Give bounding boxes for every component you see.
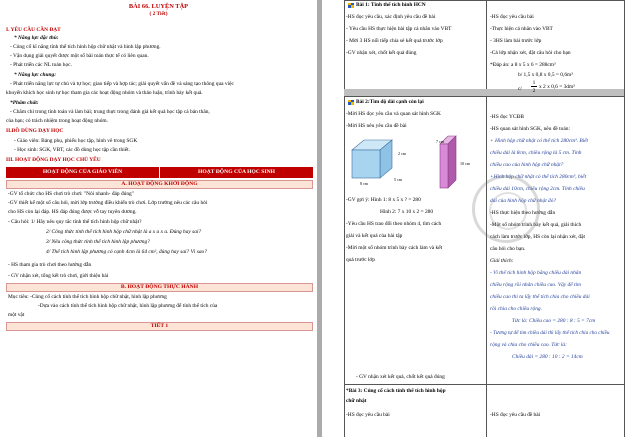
- cuboid-figure-1: [352, 140, 392, 178]
- text-line: Giải thích:: [490, 258, 514, 264]
- text-line: -Dựa vào cách tính thể tích hình hộp chữ nhật, hình lập phương để tính thể tích của: [38, 303, 218, 309]
- text-line: +Hình hộp chữ nhật có thể tích 280cm³, biết: [490, 174, 587, 180]
- bar-session: [6, 322, 313, 331]
- text-line: -HS đọc yêu cầu bài: [346, 412, 390, 418]
- subhead-specific: * Năng lực đặc thù:: [14, 35, 59, 41]
- text-line: chiều rộng rồi nhân chiều cao. Vậy để tìm: [490, 282, 581, 288]
- text-line: Mục tiêu: -Củng cố cách tính thể tích hình hộp chữ nhật, hình lập phương: [8, 294, 167, 300]
- text-line: - GV nhận xét kết quả, chốt kết quả đúng: [356, 374, 445, 380]
- text-line: -Thực hiện cá nhân vào VBT: [490, 26, 553, 32]
- text-line: cách làm trước lớp, HS còn lại nhận xét, đặt: [490, 234, 585, 240]
- figure-label: 8 cm: [360, 181, 368, 186]
- text-line: -HS đọc yêu cầu, xác định yêu cầu đề bài: [346, 14, 436, 20]
- text-line: - Chăm chỉ trong tính toán và làm bài; trung thực trong đánh giá kết quả học tập cá bản thân,: [10, 109, 210, 115]
- table-border-top: [344, 0, 625, 1]
- figure-label: 7 cm: [436, 139, 444, 144]
- header-student: HOẠT ĐỘNG CỦA HỌC SINH: [198, 169, 275, 175]
- text-line: - Phát triển năng lực tự chủ và tự học; giao tiếp và hợp tác; giải quyết vấn đề và sáng tạo thông qua việc: [10, 81, 234, 87]
- text-line: -HS quan sát hình SGK, nêu đề toán:: [490, 126, 570, 132]
- text-line: -HS đọc YCĐB: [490, 114, 524, 120]
- text-line: - Giáo viên: Bảng phụ, phiếu học tập, hình vẽ trong SGK: [14, 138, 138, 144]
- answer-line: b/ 1,5 x 0,8 x 0,5 = 0,6m³: [518, 72, 573, 78]
- right-page: [322, 0, 640, 437]
- text-line: -Mời HS đọc yêu cầu và quan sát hình SGK: [346, 111, 441, 117]
- text-line: -Mời một số nhóm trình bày cách làm và kết: [346, 245, 443, 251]
- text-line: -HS đọc yêu cầu bài: [490, 14, 534, 20]
- fraction-numerator: 1: [532, 80, 536, 86]
- text-line: cho HS còn lại đáp. HS đáp đúng được vỗ tay tuyên dương.: [8, 209, 137, 215]
- text-line: chiều dài là 8cm, chiều rộng là 5 cm. Tính: [490, 150, 582, 156]
- answer-line: c/: [518, 86, 522, 92]
- flag-icon: [348, 3, 354, 8]
- text-line: -HS đọc yêu cầu đề bài: [490, 412, 541, 418]
- text-line: - Củng cố kĩ năng tính thể tích hình hộp chữ nhật và hình lập phương.: [10, 44, 161, 50]
- text-line: -Cả lớp nhận xét, đặt câu hỏi cho bạn: [490, 50, 571, 56]
- exercise-2-title: Bài 2:Tìm độ dài cạnh còn lại: [356, 99, 424, 105]
- text-line: - 3HS làm bài trước lớp: [490, 38, 542, 44]
- watermark-logo: [472, 175, 540, 243]
- row-divider: [344, 96, 625, 97]
- text-line: -Một số nhóm trình bày kết quả, giải thích: [490, 222, 582, 228]
- exercise-1-title: Bài 1: Tính thể tích hình HCN: [356, 2, 426, 8]
- text-line: - Phát triển các NL toán học.: [10, 62, 72, 68]
- figure-label: 5 cm: [394, 177, 402, 182]
- text-line: -GV gợi ý: Hình 1: 8 x 5 x ? = 280: [346, 197, 421, 203]
- text-line: quả trước lớp: [346, 257, 375, 263]
- text-line: chiều dài 10cm, chiều rộng 2cm. Tính chiều: [490, 186, 585, 192]
- text-line: - Vì thể tích hình hộp bằng chiều dài nhân: [490, 270, 582, 276]
- question-line: - Câu hỏi: 1/ Hãy nêu quy tắc tính thể tích hình hộp chữ nhật?: [8, 219, 142, 225]
- subhead-qualities: *Phẩm chất:: [10, 100, 39, 106]
- text-line: + Hình hộp chữ nhật có thể tích 280cm³. Biết: [490, 138, 589, 144]
- row-divider: [344, 384, 625, 385]
- text-line: dài của hình hộp chữ nhật đó?: [490, 198, 557, 204]
- figure-label: 2 cm: [398, 151, 406, 156]
- exercise-3-title: *Bài 3: Củng cố cách tính thể tích hình hộp: [346, 388, 446, 394]
- text-line: -Yêu cầu HS trao đổi theo nhóm 4, tìm cách: [346, 221, 442, 227]
- text-line: - Học sinh: SGK, VBT, các đồ dùng học tập cần thiết.: [14, 147, 130, 153]
- answer-line: x 2 x 0,6 = 3dm³: [539, 84, 575, 90]
- text-line: - Yêu cầu HS thực hiện bài tập cá nhân vào VBT: [346, 26, 452, 32]
- text-line: rộng và chia cho chiều cao. Tức là:: [490, 342, 567, 348]
- text-line: chiều cao thì ta lấy thể tích chia cho chiều dài: [490, 294, 590, 300]
- text-line: khuyến khích học sinh tự học tham gia các hoạt động nhóm và thảo luận, trình bày kết quả.: [6, 90, 203, 96]
- answer-line: *Đáp án: a 8 x 5 x 6 = 288cm³: [490, 62, 556, 68]
- bar-warmup-label: A. HOẠT ĐỘNG KHỞI ĐỘNG: [121, 181, 198, 187]
- exercise-3-title-cont: chữ nhật: [346, 398, 367, 404]
- header-teacher: HOẠT ĐỘNG CỦA GIÁO VIÊN: [42, 169, 123, 175]
- text-line: - Mời 3 HS nối tiếp chia sẻ kết quả trước lớp: [346, 38, 443, 44]
- subhead-general: * Năng lực chung:: [14, 72, 57, 78]
- text-line: chiều cao của hình hộp chữ nhật?: [490, 162, 564, 168]
- text-line: Tức là: Chiều cao = 280 : 8 : 5 = 7cm: [512, 318, 596, 324]
- text-line: -HS thực hiện theo hướng dẫn: [490, 210, 556, 216]
- question-line: 3/ Nêu công thức tính thể tích hình lập phương?: [46, 239, 150, 245]
- fraction-denominator: 2: [532, 88, 536, 94]
- text-line: Hình 2: 7 x 10 x 2 = 280: [380, 209, 434, 215]
- text-line: - Vận dụng giải quyết được một số bài toán thực tế có liên quan.: [10, 53, 149, 59]
- row-spacer: [344, 89, 624, 96]
- question-line: 2/ Công thức tính thể tích hình hộp chữ nhật là a x a x a. Đúng hay sai?: [46, 229, 202, 235]
- table-border-left: [344, 0, 345, 437]
- bar-practice-label: B. HOẠT ĐỘNG THỰC HÀNH: [120, 284, 199, 290]
- text-line: một vật: [8, 312, 25, 318]
- figure-label: 10 cm: [460, 161, 470, 166]
- text-line: Chiều dài = 280 : 10 : 2 = 14cm: [512, 354, 583, 360]
- text-line: giải và kết quả của bài tập: [346, 233, 403, 239]
- flag-icon: [348, 100, 354, 105]
- text-line: -GV tổ chức cho HS chơi trò chơi: "Nói nhanh- đáp đúng": [8, 191, 134, 197]
- lesson-subtitle: ( 2 Tiết): [149, 11, 168, 17]
- text-line: - GV nhận xét, tổng kết trò chơi, giới thiệu bài: [8, 273, 109, 279]
- left-page: [0, 0, 317, 437]
- section-materials: II.ĐỒ DÙNG DẠY HỌC: [6, 128, 64, 134]
- text-line: - Tương tự để tìm chiều dài thì lấy thể tích chia cho chiều: [490, 330, 610, 336]
- bar-practice: [6, 283, 313, 292]
- lesson-title: BÀI 66. LUYỆN TẬP: [128, 3, 189, 10]
- bar-warmup: [6, 180, 313, 189]
- text-line: của bạn; có trách nhiệm trong hoạt động nhóm.: [6, 118, 108, 124]
- text-line: câu hỏi cho bạn.: [490, 246, 526, 252]
- table-border-right: [624, 0, 625, 437]
- section-activities: III. HOẠT ĐỘNG DẠY HỌC CHỦ YẾU: [6, 157, 101, 163]
- bar-session-label: TIẾT 1: [150, 323, 169, 329]
- section-requirements: I. YÊU CẦU CẦN ĐẠT: [6, 27, 61, 33]
- text-line: rồi chia cho chiều rộng.: [490, 306, 542, 312]
- text-line: -Mời HS nêu yêu cầu đề bài: [346, 123, 407, 129]
- text-line: -GV thiết kế một số câu hỏi, mời lớp trưởng điều khiển trò chơi. Lớp trưởng nêu các câu hỏi: [8, 200, 208, 206]
- question-line: 4/ Thể tích hình lập phương có cạnh 4cm là 64 cm², đúng hay sai? Vì sao?: [46, 249, 207, 255]
- activity-table-header: [6, 167, 313, 178]
- text-line: -GV nhận xét, chốt kết quả đúng: [346, 50, 417, 56]
- text-line: - HS tham gia trò chơi theo hướng dẫn: [8, 262, 92, 268]
